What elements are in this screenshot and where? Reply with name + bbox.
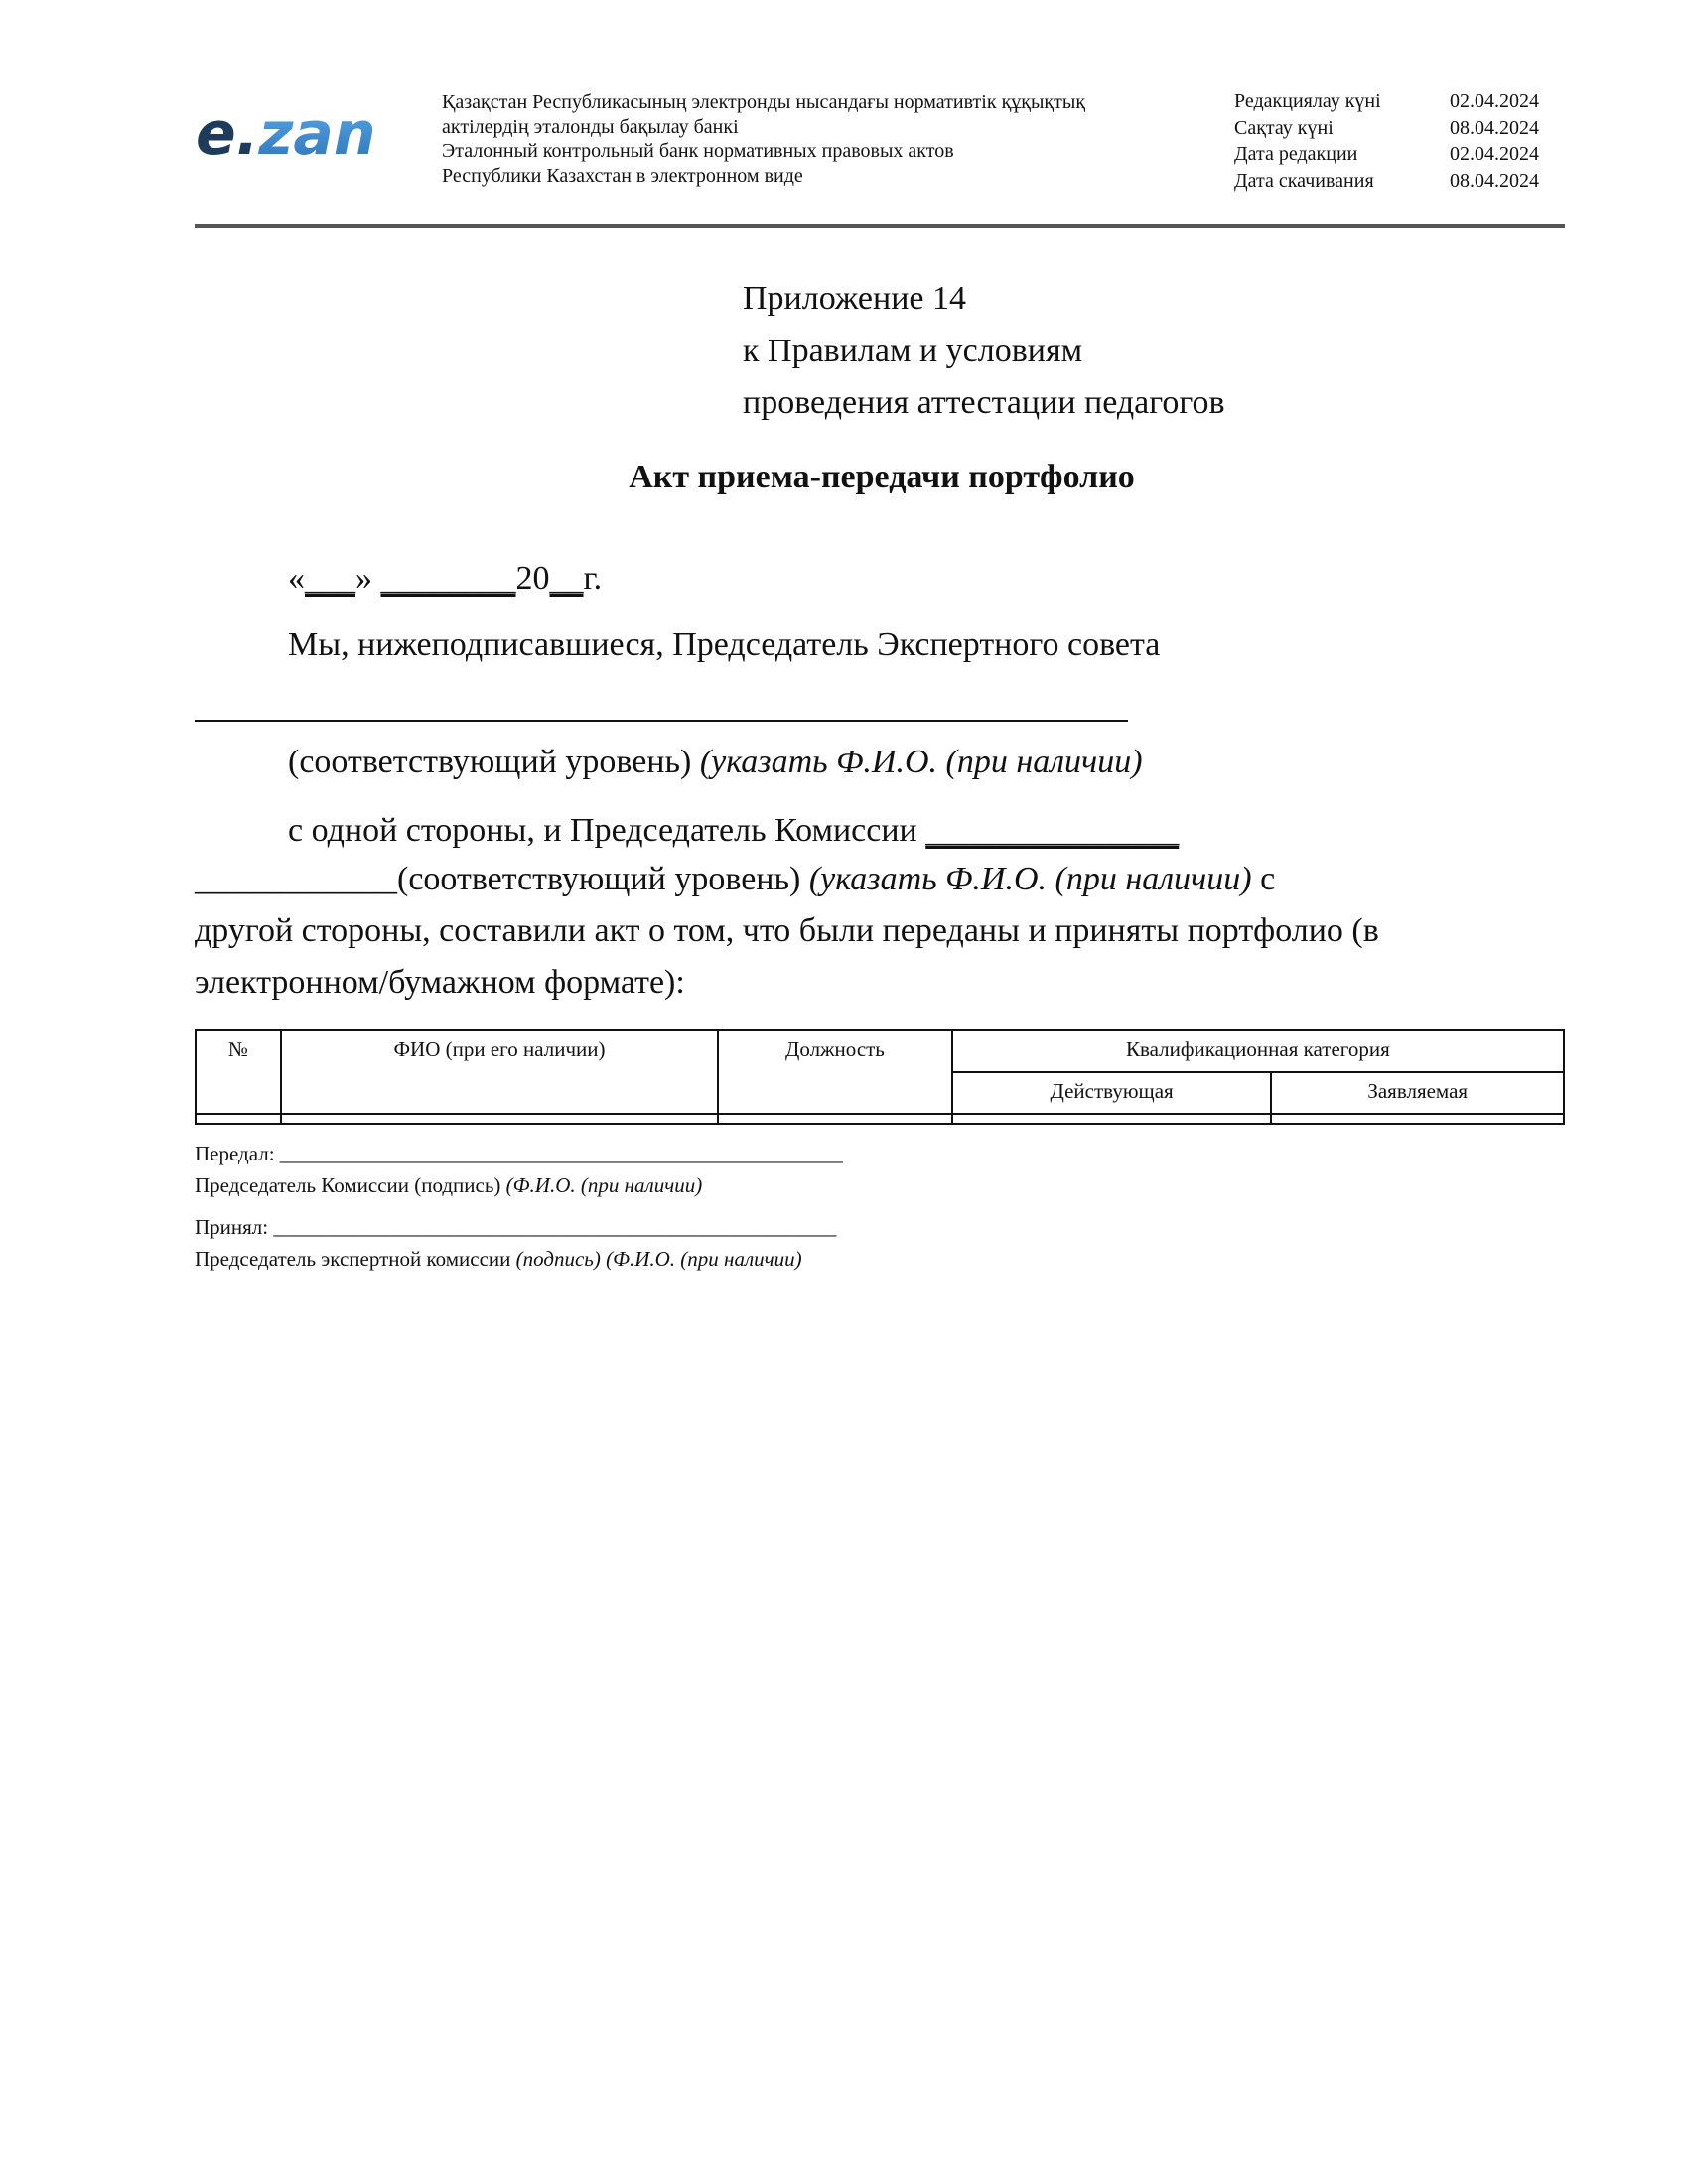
para2-italic: (указать Ф.И.О. (при наличии) bbox=[699, 744, 1143, 780]
received-role-italic: (подпись) (Ф.И.О. (при наличии) bbox=[515, 1247, 802, 1271]
passed-by-line bbox=[195, 1141, 843, 1166]
table-cell bbox=[1271, 1114, 1564, 1124]
portfolio-table bbox=[195, 1029, 1565, 1125]
meta-value: 02.04.2024 bbox=[1450, 143, 1539, 165]
header-cell-current: Действующая bbox=[952, 1072, 1272, 1114]
received-signature-line: ______________________________________________________ bbox=[273, 1215, 837, 1239]
para4-italic: (указать Ф.И.О. (при наличии) bbox=[808, 861, 1252, 897]
meta-label: Сақтау күні bbox=[1234, 116, 1334, 139]
para4-blank: ____________ bbox=[195, 861, 397, 897]
paragraph-5: другой стороны, составили акт о том, что были переданы и приняты портфолио (в bbox=[195, 912, 1379, 949]
para3-blank: _______________ bbox=[925, 812, 1180, 849]
passed-by-role bbox=[195, 1172, 702, 1198]
paragraph-3 bbox=[288, 811, 1179, 851]
header-cell-category: Квалификационная категория bbox=[952, 1030, 1564, 1072]
header-cell-claimed: Заявляемая bbox=[1271, 1072, 1564, 1114]
table-header-row bbox=[196, 1030, 1564, 1072]
meta-row bbox=[1234, 168, 1539, 195]
passed-label: Передал: bbox=[195, 1142, 280, 1165]
date-day-blank: ___ bbox=[305, 560, 355, 597]
table-cell bbox=[718, 1114, 952, 1124]
meta-value: 02.04.2024 bbox=[1450, 90, 1539, 112]
date-mid: » bbox=[355, 560, 381, 597]
received-role-text: Председатель экспертной комиссии bbox=[195, 1247, 516, 1271]
received-by-role bbox=[195, 1246, 802, 1272]
received-label: Принял: bbox=[195, 1215, 274, 1239]
paragraph-6: электронном/бумажном формате): bbox=[195, 964, 685, 1001]
paragraph-4 bbox=[195, 860, 1275, 899]
para4-tail: с bbox=[1251, 861, 1276, 897]
header-cell-position: Должность bbox=[718, 1030, 952, 1114]
table-cell bbox=[196, 1114, 281, 1124]
header-description bbox=[442, 90, 1085, 188]
paragraph-2 bbox=[288, 743, 1143, 782]
annex-block bbox=[743, 273, 1225, 430]
header-meta bbox=[1234, 88, 1539, 194]
passed-role-italic: (Ф.И.О. (при наличии) bbox=[505, 1173, 703, 1197]
header-line: Қазақстан Республикасының электронды нысандағы нормативтік құқықтық bbox=[442, 91, 1086, 113]
received-by-line bbox=[195, 1214, 836, 1240]
para3-text: с одной стороны, и Председатель Комиссии bbox=[288, 812, 926, 849]
header-line: Республики Казахстан в электронном виде bbox=[442, 164, 803, 187]
header-divider bbox=[195, 224, 1565, 228]
para2-text: (соответствующий уровень) bbox=[288, 744, 700, 780]
svg-text:e.zan: e.zan bbox=[196, 99, 376, 169]
date-year: 20 bbox=[515, 560, 550, 597]
passed-role-text: Председатель Комиссии (подпись) bbox=[195, 1173, 506, 1197]
meta-row bbox=[1234, 115, 1539, 142]
annex-line: Приложение 14 bbox=[743, 280, 966, 317]
meta-row bbox=[1234, 141, 1539, 168]
meta-label: Редакциялау күні bbox=[1234, 90, 1381, 112]
header-line: Эталонный контрольный банк нормативных правовых актов bbox=[442, 140, 954, 162]
meta-value: 08.04.2024 bbox=[1450, 169, 1539, 192]
header-line: актілердің эталонды бақылау банкі bbox=[442, 115, 739, 138]
paragraph-1: Мы, нижеподписавшиеся, Председатель Экспертного совета bbox=[288, 626, 1161, 663]
document-title: Акт приема-передачи портфолио bbox=[629, 459, 1135, 495]
date-year-blank: __ bbox=[549, 560, 584, 597]
table-row bbox=[196, 1114, 1564, 1124]
date-suffix: г. bbox=[583, 560, 603, 597]
meta-value: 08.04.2024 bbox=[1450, 116, 1539, 139]
para4-text: (соответствующий уровень) bbox=[397, 861, 809, 897]
annex-line: к Правилам и условиям bbox=[743, 332, 1083, 369]
meta-label: Дата редакции bbox=[1234, 143, 1358, 165]
header-cell-number: № bbox=[196, 1030, 281, 1114]
annex-line: проведения аттестации педагогов bbox=[743, 384, 1225, 421]
fill-line-chairman-expert bbox=[195, 720, 1128, 722]
date-open: « bbox=[288, 560, 305, 597]
header-cell-name: ФИО (при его наличии) bbox=[281, 1030, 718, 1114]
date-line bbox=[288, 559, 602, 599]
ezan-logo bbox=[196, 99, 394, 169]
meta-row bbox=[1234, 88, 1539, 115]
date-month-blank: ________ bbox=[380, 560, 516, 597]
passed-signature-line: ______________________________________________________ bbox=[279, 1142, 843, 1165]
table-cell bbox=[281, 1114, 718, 1124]
meta-label: Дата скачивания bbox=[1234, 169, 1374, 192]
table-cell bbox=[952, 1114, 1272, 1124]
